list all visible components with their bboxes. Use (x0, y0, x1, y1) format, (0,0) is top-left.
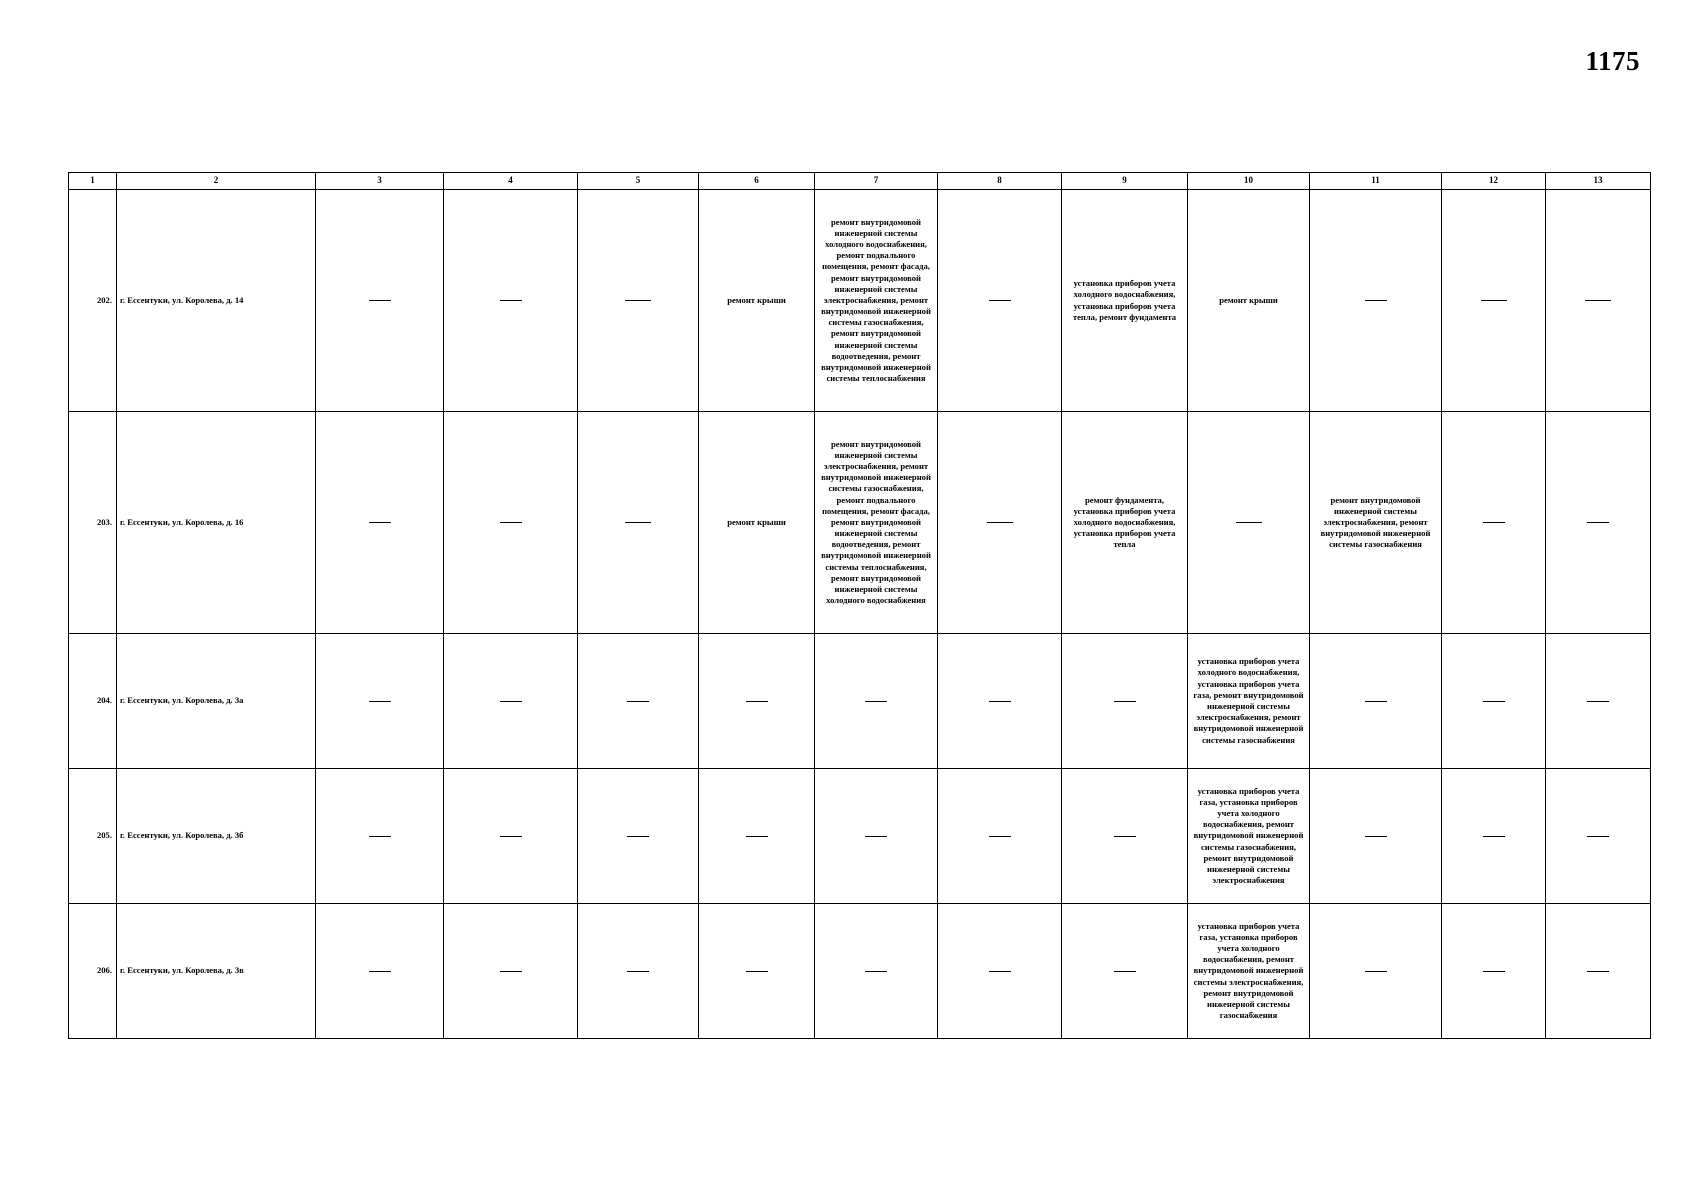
dash-mark (1365, 300, 1387, 301)
empty-cell (938, 190, 1062, 412)
empty-cell (316, 769, 444, 904)
header-cell: 7 (815, 173, 938, 190)
dash-mark (369, 701, 391, 702)
empty-cell (316, 190, 444, 412)
dash-mark (500, 300, 522, 301)
empty-cell (444, 412, 578, 634)
dash-mark (1114, 701, 1136, 702)
dash-mark (746, 971, 768, 972)
dash-mark (1236, 522, 1262, 523)
row-number: 203. (69, 412, 117, 634)
dash-mark (1365, 836, 1387, 837)
works-cell: установка приборов учета холодного водоснабжения, установка приборов учета тепла, ремонт фундамента (1062, 190, 1188, 412)
empty-cell (444, 904, 578, 1039)
dash-mark (627, 971, 649, 972)
column-number-header (69, 173, 1651, 190)
empty-cell (1310, 190, 1442, 412)
empty-cell (1310, 769, 1442, 904)
empty-cell (1546, 412, 1651, 634)
works-cell: установка приборов учета холодного водоснабжения, установка приборов учета газа, ремонт внутридомовой инженерной системы электроснабжения, ремонт внутридомовой инженерной системы газоснабжения (1188, 634, 1310, 769)
empty-cell (1546, 904, 1651, 1039)
dash-mark (625, 522, 651, 523)
empty-cell (1546, 769, 1651, 904)
address-cell: г. Ессентуки, ул. Королева, д. 3а (117, 634, 316, 769)
empty-cell (938, 904, 1062, 1039)
dash-mark (1483, 836, 1505, 837)
dash-mark (1585, 300, 1611, 301)
empty-cell (444, 190, 578, 412)
works-cell: установка приборов учета газа, установка приборов учета холодного водоснабжения, ремонт внутридомовой инженерной системы газоснабжения, ремонт внутридомовой инженерной системы электроснабжения (1188, 769, 1310, 904)
header-cell: 12 (1442, 173, 1546, 190)
empty-cell (1442, 412, 1546, 634)
empty-cell (578, 412, 699, 634)
empty-cell (1062, 634, 1188, 769)
empty-cell (1546, 634, 1651, 769)
works-cell: ремонт внутридомовой инженерной системы электроснабжения, ремонт внутридомовой инженерной системы газоснабжения (1310, 412, 1442, 634)
row-number: 206. (69, 904, 117, 1039)
dash-mark (1114, 836, 1136, 837)
table-row (69, 904, 1651, 1039)
dash-mark (1481, 300, 1507, 301)
works-table (68, 172, 1651, 1039)
dash-mark (369, 836, 391, 837)
empty-cell (316, 634, 444, 769)
empty-cell (699, 769, 815, 904)
dash-mark (1483, 971, 1505, 972)
dash-mark (987, 522, 1013, 523)
dash-mark (1114, 971, 1136, 972)
works-cell: ремонт внутридомовой инженерной системы холодного водоснабжения, ремонт подвального помещения, ремонт фасада, ремонт внутридомовой инженерной системы электроснабжения, ремонт внутридомовой инженерной системы газоснабжения, ремонт внутридомовой инженерной системы водоотведения, ремонт внутридомовой инженерной системы теплоснабжения (815, 190, 938, 412)
dash-mark (1483, 701, 1505, 702)
dash-mark (1587, 971, 1609, 972)
empty-cell (1062, 769, 1188, 904)
header-cell: 6 (699, 173, 815, 190)
empty-cell (578, 769, 699, 904)
empty-cell (444, 634, 578, 769)
header-cell: 11 (1310, 173, 1442, 190)
works-cell: ремонт крыши (1188, 190, 1310, 412)
dash-mark (369, 300, 391, 301)
header-cell: 13 (1546, 173, 1651, 190)
dash-mark (865, 836, 887, 837)
dash-mark (1365, 971, 1387, 972)
works-cell: ремонт внутридомовой инженерной системы электроснабжения, ремонт внутридомовой инженерной системы газоснабжения, ремонт подвального помещения, ремонт фасада, ремонт внутридомовой инженерной системы водоотведения, ремонт внутридомовой инженерной системы теплоснабжения, ремонт внутридомовой инженерной системы холодного водоснабжения (815, 412, 938, 634)
empty-cell (699, 904, 815, 1039)
empty-cell (1310, 634, 1442, 769)
empty-cell (578, 904, 699, 1039)
empty-cell (699, 634, 815, 769)
page-number: 1175 (1585, 46, 1640, 76)
dash-mark (369, 971, 391, 972)
empty-cell (815, 769, 938, 904)
table-row (69, 412, 1651, 634)
table-row (69, 634, 1651, 769)
row-number: 204. (69, 634, 117, 769)
address-cell: г. Ессентуки, ул. Королева, д. 3б (117, 769, 316, 904)
dash-mark (500, 836, 522, 837)
dash-mark (1587, 836, 1609, 837)
header-cell: 10 (1188, 173, 1310, 190)
dash-mark (746, 836, 768, 837)
dash-mark (1483, 522, 1505, 523)
empty-cell (938, 769, 1062, 904)
dash-mark (627, 701, 649, 702)
header-cell: 2 (117, 173, 316, 190)
header-cell: 8 (938, 173, 1062, 190)
dash-mark (989, 836, 1011, 837)
empty-cell (1188, 412, 1310, 634)
empty-cell (578, 190, 699, 412)
dash-mark (746, 701, 768, 702)
empty-cell (1442, 769, 1546, 904)
row-number: 205. (69, 769, 117, 904)
dash-mark (989, 971, 1011, 972)
address-cell: г. Ессентуки, ул. Королева, д. 3в (117, 904, 316, 1039)
empty-cell (316, 412, 444, 634)
dash-mark (1587, 701, 1609, 702)
header-cell: 1 (69, 173, 117, 190)
empty-cell (578, 634, 699, 769)
dash-mark (1587, 522, 1609, 523)
row-number: 202. (69, 190, 117, 412)
empty-cell (1310, 904, 1442, 1039)
dash-mark (500, 701, 522, 702)
dash-mark (865, 971, 887, 972)
address-cell: г. Ессентуки, ул. Королева, д. 14 (117, 190, 316, 412)
empty-cell (938, 412, 1062, 634)
works-cell: ремонт крыши (699, 190, 815, 412)
empty-cell (815, 904, 938, 1039)
works-cell: ремонт фундамента, установка приборов учета холодного водоснабжения, установка приборов учета тепла (1062, 412, 1188, 634)
empty-cell (1442, 634, 1546, 769)
dash-mark (625, 300, 651, 301)
header-cell: 3 (316, 173, 444, 190)
table-row (69, 190, 1651, 412)
works-cell: установка приборов учета газа, установка приборов учета холодного водоснабжения, ремонт внутридомовой инженерной системы электроснабжения, ремонт внутридомовой инженерной системы газоснабжения (1188, 904, 1310, 1039)
dash-mark (627, 836, 649, 837)
table-row (69, 769, 1651, 904)
dash-mark (865, 701, 887, 702)
dash-mark (989, 701, 1011, 702)
header-cell: 4 (444, 173, 578, 190)
empty-cell (316, 904, 444, 1039)
empty-cell (1546, 190, 1651, 412)
dash-mark (989, 300, 1011, 301)
empty-cell (1062, 904, 1188, 1039)
empty-cell (444, 769, 578, 904)
empty-cell (1442, 904, 1546, 1039)
works-cell: ремонт крыши (699, 412, 815, 634)
address-cell: г. Ессентуки, ул. Королева, д. 16 (117, 412, 316, 634)
empty-cell (938, 634, 1062, 769)
dash-mark (500, 971, 522, 972)
dash-mark (500, 522, 522, 523)
dash-mark (369, 522, 391, 523)
dash-mark (1365, 701, 1387, 702)
header-cell: 9 (1062, 173, 1188, 190)
header-cell: 5 (578, 173, 699, 190)
empty-cell (815, 634, 938, 769)
empty-cell (1442, 190, 1546, 412)
